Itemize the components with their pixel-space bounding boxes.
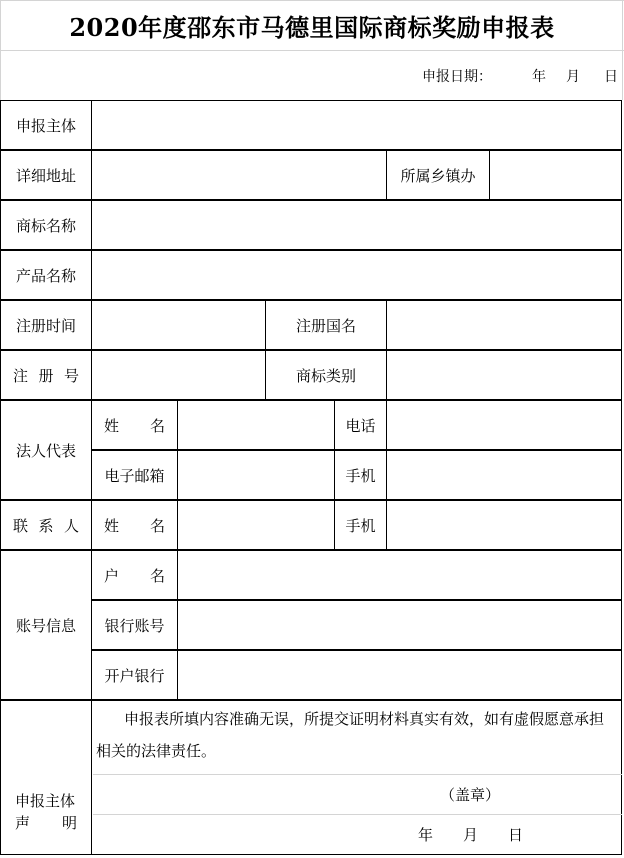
bank-account-label (91, 600, 178, 650)
bank-account-field[interactable] (177, 600, 622, 650)
grid-line (93, 774, 622, 775)
legal-rep-name-label (91, 400, 178, 450)
address-label (0, 150, 92, 200)
label-text: 申报主体 (15, 116, 76, 135)
grid-line (93, 814, 622, 815)
label-text: 商标名称 (15, 216, 76, 235)
label-char: 名 (149, 566, 165, 585)
label-text: 申报主体 (15, 791, 76, 810)
date-label: 申报日期： (422, 68, 492, 85)
declaration-text: 申报表所填内容准确无误，所提交证明材料真实有效，如有虚假愿意承担相关的法律责任。 (96, 710, 605, 760)
contact-mobile-label (334, 500, 387, 550)
legal-rep-name-field[interactable] (177, 400, 335, 450)
trademark-name-field[interactable] (91, 200, 622, 250)
reg-country-field[interactable] (386, 300, 622, 350)
label-text: 产品名称 (15, 266, 76, 285)
account-info-label (0, 550, 92, 700)
label-char: 户 (104, 566, 120, 585)
legal-rep-phone-field[interactable] (386, 400, 622, 450)
label-text: 电子邮箱 (104, 466, 165, 485)
reg-time-label (0, 300, 92, 350)
label-char: 注 (13, 366, 29, 385)
label-char: 系 (38, 516, 54, 535)
product-name-field[interactable] (91, 250, 622, 300)
date-month[interactable]: 月 (566, 68, 580, 85)
label-char: 明 (61, 813, 77, 832)
label-text: 所属乡镇办 (400, 166, 476, 185)
label-text: 电话 (345, 416, 376, 435)
label-line (15, 812, 77, 834)
account-holder-label (91, 550, 178, 600)
account-holder-field[interactable] (177, 550, 622, 600)
reg-no-label (0, 350, 92, 400)
trademark-class-field[interactable] (386, 350, 622, 400)
label-text: 注册时间 (15, 316, 76, 335)
reg-time-field[interactable] (91, 300, 266, 350)
stamp-label: （盖章） (440, 786, 501, 804)
date-day[interactable]: 日 (604, 68, 618, 85)
label-char: 姓 (104, 516, 120, 535)
legal-rep-mobile-field[interactable] (386, 450, 622, 500)
legal-rep-label (0, 400, 92, 500)
label-text: 注册国名 (295, 316, 356, 335)
declaration-label (0, 700, 92, 855)
label-char: 人 (63, 516, 79, 535)
reg-country-label (265, 300, 387, 350)
page-title: 2020年度邵东市马德里国际商标奖励申报表 (69, 12, 555, 42)
trademark-name-label (0, 200, 92, 250)
label-text: 手机 (345, 516, 376, 535)
applicant-field[interactable] (91, 100, 622, 150)
bank-name-field[interactable] (177, 650, 622, 700)
label-text: 法人代表 (15, 441, 76, 460)
label-char: 名 (149, 416, 165, 435)
label-text: 商标类别 (295, 366, 356, 385)
label-char: 姓 (104, 416, 120, 435)
legal-rep-phone-label (334, 400, 387, 450)
township-label (386, 150, 490, 200)
trademark-class-label (265, 350, 387, 400)
label-text: 账号信息 (15, 616, 76, 635)
label-text: 开户银行 (104, 666, 165, 685)
township-field[interactable] (489, 150, 622, 200)
label-char: 声 (15, 813, 31, 832)
signature-date (418, 824, 523, 845)
sig-day[interactable]: 日 (508, 826, 524, 844)
legal-rep-email-label (91, 450, 178, 500)
sig-month[interactable]: 月 (463, 826, 479, 844)
label-char: 名 (149, 516, 165, 535)
legal-rep-email-field[interactable] (177, 450, 335, 500)
date-year[interactable]: 年 (532, 68, 546, 85)
reg-no-field[interactable] (91, 350, 266, 400)
label-char: 号 (63, 366, 79, 385)
legal-rep-mobile-label (334, 450, 387, 500)
address-field[interactable] (91, 150, 387, 200)
label-text: 银行账号 (104, 616, 165, 635)
label-text: 手机 (345, 466, 376, 485)
contact-name-field[interactable] (177, 500, 335, 550)
bank-name-label (91, 650, 178, 700)
application-date (0, 51, 624, 100)
label-char: 册 (38, 366, 54, 385)
label-text: 详细地址 (15, 166, 76, 185)
sig-year[interactable]: 年 (418, 826, 434, 844)
contact-mobile-field[interactable] (386, 500, 622, 550)
contact-label (0, 500, 92, 550)
applicant-label (0, 100, 92, 150)
product-name-label (0, 250, 92, 300)
label-char: 联 (13, 516, 29, 535)
contact-name-label (91, 500, 178, 550)
